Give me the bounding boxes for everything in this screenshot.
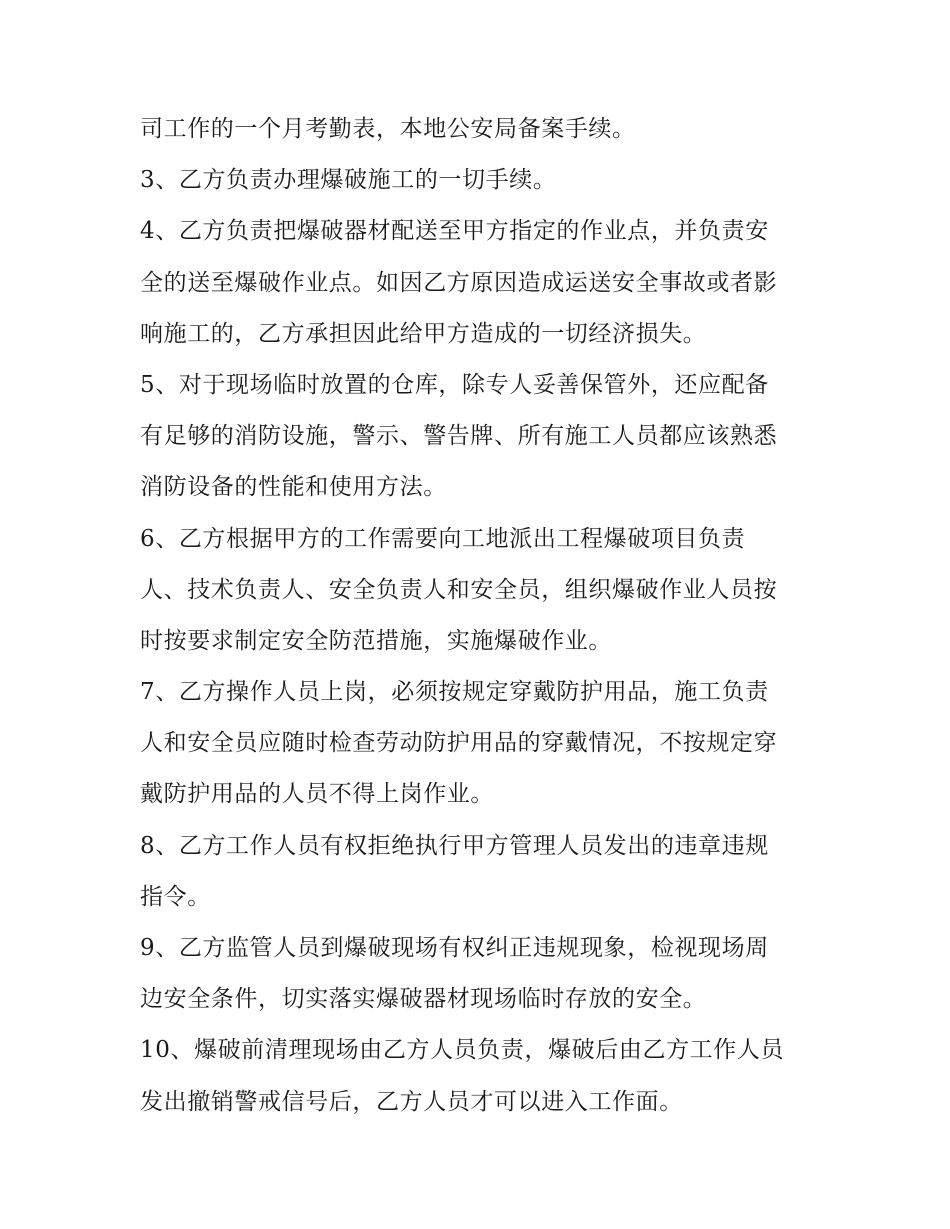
- text-line: 10、爆破前清理现场由乙方人员负责，爆破后由乙方工作人员: [140, 1037, 785, 1064]
- text-line: 人和安全员应随时检查劳动防护用品的穿戴情况，不按规定穿: [140, 730, 778, 757]
- text-line: 司工作的一个月考勤表，本地公安局备案手续。: [140, 116, 636, 142]
- text-line: 消防设备的性能和使用方法。: [140, 474, 447, 501]
- text-line: 发出撤销警戒信号后，乙方人员才可以进入工作面。: [140, 1088, 683, 1115]
- text-line: 4、乙方负责把爆破器材配送至甲方指定的作业点，并负责安: [140, 218, 769, 245]
- text-line: 全的送至爆破作业点。如因乙方原因造成运送安全事故或者影: [140, 269, 778, 296]
- text-line: 3、乙方负责办理爆破施工的一切手续。: [140, 167, 557, 194]
- text-line: 指令。: [140, 883, 211, 910]
- text-line: 时按要求制定安全防范措施，实施爆破作业。: [140, 627, 612, 654]
- text-line: 人、技术负责人、安全负责人和安全员，组织爆破作业人员按: [140, 576, 778, 603]
- text-line: 7、乙方操作人员上岗，必须按规定穿戴防护用品，施工负责: [140, 679, 769, 706]
- text-line: 响施工的，乙方承担因此给甲方造成的一切经济损失。: [140, 320, 707, 347]
- text-line: 有足够的消防设施，警示、警告牌、所有施工人员都应该熟悉: [140, 423, 778, 450]
- text-line: 6、乙方根据甲方的工作需要向工地派出工程爆破项目负责: [140, 525, 746, 552]
- text-line: 边安全条件，切实落实爆破器材现场临时存放的安全。: [140, 986, 707, 1013]
- text-line: 5、对于现场临时放置的仓库，除专人妥善保管外，还应配备: [140, 371, 769, 398]
- text-line: 戴防护用品的人员不得上岗作业。: [140, 781, 494, 808]
- document-body: [140, 104, 820, 1128]
- text-line: 8、乙方工作人员有权拒绝执行甲方管理人员发出的违章违规: [140, 832, 769, 859]
- text-line: 9、乙方监管人员到爆破现场有权纠正违规现象，检视现场周: [140, 935, 769, 961]
